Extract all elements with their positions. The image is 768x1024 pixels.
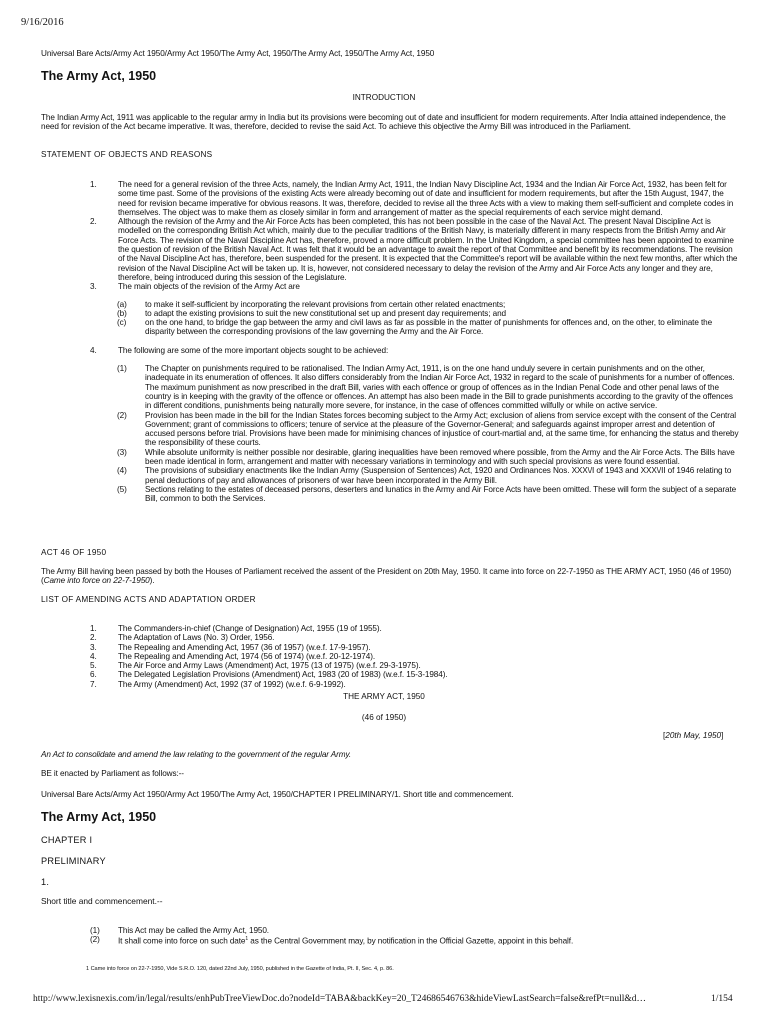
item-text: The Air Force and Army Laws (Amendment) Act, 1975 (13 of 1975) (w.e.f. 29-3-1975). — [118, 661, 421, 671]
subitem-text: to adapt the existing provisions to suit the new constitutional set up and present day requirements; and — [145, 308, 506, 318]
item-number: 5. — [90, 661, 97, 671]
item-number: 1. — [90, 180, 97, 189]
act-date-open: [ — [663, 731, 666, 740]
subitem-text: The Chapter on punishments required to be rationalised. The Indian Army Act, 1911, is on the one hand unduly severe in certain punishments and on the other, inadequate in its enumeration of offences. It also differs considerably from the Indian Air Force Act, 1932 in regard to the scale of punishments for a number of offences. The maximum punishment as now prescribed in the draft Bill, varies with each offence or group of offences as in the Indian Penal Code and other penal laws of the country is in keeping with the gravity of the offence or offences. An attempt has also been made in the Bill to grade punishments according to the gravity of the offences in different conditions, punishments being naturally more severe, for instance, in the case of offences committed wilfully or while on active service. — [145, 364, 735, 411]
chapter-name: PRELIMINARY — [41, 856, 106, 866]
item-number: 4. — [90, 651, 97, 661]
item-number: 3. — [90, 642, 97, 652]
statement-list — [41, 180, 741, 504]
item-number: 3. — [90, 282, 97, 292]
subitem-text: Sections relating to the estates of deceased persons, deserters and lunatics in the Army and Air Force Acts have been omitted. These will form the subject of a separate Bill, common to both the Services. — [145, 484, 737, 504]
page-title-top: The Army Act, 1950 — [41, 69, 157, 83]
section-title: Short title and commencement.-- — [41, 896, 163, 906]
amending-item — [41, 624, 741, 633]
clause-text: This Act may be called the Army Act, 1950. — [118, 926, 269, 935]
clause-number: (1) — [90, 926, 100, 935]
statement-item — [41, 346, 741, 355]
item-number: 2. — [90, 217, 97, 227]
act46-text — [41, 567, 741, 586]
objects-subitem — [41, 466, 741, 485]
act46-text-italic: Came into force on 22-7-1950 — [43, 576, 150, 586]
section-number: 1. — [41, 877, 50, 887]
item-number: 2. — [90, 633, 97, 643]
introduction-text: The Indian Army Act, 1911 was applicable to the regular army in India but its provisions were becoming out of date and insufficient for modern requirements. After India attained independence, the need for revision of the Act became imperative. It was, therefore, decided to revise the said Act. To achieve this objective the Army Bill was introduced in the Parliament. — [41, 113, 726, 132]
objects-subitem — [41, 485, 741, 504]
subitem-number: (2) — [117, 410, 127, 420]
statement-item — [41, 282, 741, 291]
statement-item — [41, 180, 741, 217]
section-clause — [41, 926, 741, 935]
objects-subitem — [41, 300, 741, 309]
clause-text-after: as the Central Government may, by notification in the Official Gazette, appoint in this behalf. — [248, 937, 574, 947]
item-text: The Repealing and Amending Act, 1974 (56 of 1974) (w.e.f. 20-12-1974). — [118, 651, 375, 661]
item-text: The following are some of the more important objects sought to be achieved: — [118, 345, 389, 355]
act-date — [663, 731, 723, 740]
subitem-number: (1) — [117, 364, 127, 374]
source-url[interactable]: http://www.lexisnexis.com/in/legal/results/enhPubTreeViewDoc.do?nodeId=TABA&backKey=20_T24686546763&hideViewLastSearch=false&refPt=null&d… — [33, 994, 646, 1004]
enacting-formula: BE it enacted by Parliament as follows:-- — [41, 769, 184, 778]
amending-item — [41, 643, 741, 652]
introduction-heading: INTRODUCTION — [352, 93, 416, 102]
breadcrumb-chapter: Universal Bare Acts/Army Act 1950/Army Act 1950/The Army Act, 1950/CHAPTER I PRELIMINARY/1. Short title and commencement. — [41, 790, 514, 799]
item-text: The Army (Amendment) Act, 1992 (37 of 1992) (w.e.f. 6-9-1992). — [118, 679, 346, 689]
amending-list — [41, 624, 741, 689]
objects-subitem — [41, 448, 741, 467]
clause-text-before: It shall come into force on such date — [118, 937, 246, 947]
item-number: 1. — [90, 624, 97, 633]
amending-item — [41, 652, 741, 661]
objects-subitem — [41, 364, 741, 410]
breadcrumb-top: Universal Bare Acts/Army Act 1950/Army Act 1950/The Army Act, 1950/The Army Act, 1950/The Army Act, 1950 — [41, 49, 435, 58]
item-number: 4. — [90, 345, 97, 355]
act-date-close: ] — [721, 731, 724, 740]
subitem-number: (b) — [117, 308, 127, 318]
amending-item — [41, 633, 741, 642]
item-text: The Commanders-in-chief (Change of Designation) Act, 1955 (19 of 1955). — [118, 624, 382, 633]
subitem-number: (4) — [117, 466, 127, 476]
subitem-number: (a) — [117, 299, 127, 309]
clause-number: (2) — [90, 935, 100, 945]
item-text: The main objects of the revision of the Army Act are — [118, 282, 300, 292]
subitem-number: (c) — [117, 318, 127, 328]
amending-heading: LIST OF AMENDING ACTS AND ADAPTATION ORDER — [41, 595, 256, 604]
item-text: The Repealing and Amending Act, 1957 (36 of 1957) (w.e.f. 17-9-1957). — [118, 642, 371, 652]
amending-item — [41, 661, 741, 670]
item-text: Although the revision of the Army and the Air Force Acts has been completed, this has not been possible in the case of the Naval Act. The present Naval Discipline Act is modelled on the corresponding British Act which, mainly due to the peculiar traditions of the British Navy, is materially different in many respects from the British Army and Air Force Acts. The revision of the Naval Discipline Act has, therefore, proved a more difficult problem. In the United Kingdom, a special committee has been appointed to examine the question of revision of the British Naval Act. It was felt that it would be an advantage to await the report of that Committee and benefit by its recommendations. The revision of the Naval Discipline Act has, therefore, been suspended for the present. It is expected that the Committee's report will be available within the next few months, after which the revision of the Naval Discipline Act will be taken up. It is, however, not considered necessary to delay the revision of the Army and Air Force Acts any longer and they are, therefore, being introduced during this session of the Legislature. — [118, 217, 738, 282]
print-date: 9/16/2016 — [21, 17, 64, 28]
act-date-value: 20th May, 1950 — [665, 731, 722, 740]
subitem-text: to make it self-sufficient by incorporating the relevant provisions from certain other related enactments; — [145, 299, 506, 309]
amending-item — [41, 680, 741, 689]
act46-text-end: ). — [149, 576, 155, 586]
item-text: The Delegated Legislation Provisions (Amendment) Act, 1983 (20 of 1983) (w.e.f. 15-3-1984). — [118, 670, 448, 680]
subitem-text: While absolute uniformity is neither possible nor desirable, glaring inequalities have been removed where possible, from the Army and the Air Force Acts. The Bills have been made identical in form, arrangement and matter with necessary variations in terminology and with such special provisions as were found essential. — [145, 447, 735, 467]
footnote: 1 Came into force on 22-7-1950, Vide S.R.O. 120, dated 22nd July, 1950, published in the Gazette of India, Pt. II, Sec. 4, p. 86. — [86, 966, 394, 972]
subitem-number: (3) — [117, 447, 127, 457]
page-counter: 1/154 — [711, 994, 733, 1004]
footnote-marker[interactable]: 1 — [245, 936, 249, 943]
subitem-text: Provision has been made in the bill for the Indian States forces becoming subject to the Army Act; exclusion of aliens from service except with the consent of the Central Government; grant of commissions to officers; tenure of service at the pleasure of the Governor-General; and safeguards against improper arrest and detention of accused persons before trial. Provisions have been made for minimising chances of injustice of court-martial and, at the same time, for enhancing the status and thereby the responsibility of these courts. — [145, 410, 739, 448]
section-clause — [41, 935, 741, 946]
objects-subitem — [41, 309, 741, 318]
statement-heading: STATEMENT OF OBJECTS AND REASONS — [41, 150, 213, 159]
item-text: The need for a general revision of the three Acts, namely, the Indian Army Act, 1911, the Indian Navy Discipline Act, 1934 and the Indian Air Force Act, 1932, has been felt for some time past. Some of the provisions of the existing Acts were already becoming out of date and insufficient for modern requirements, but after the 15th August, 1947, the need for revision became imperative for obvious reasons. It was, therefore, decided to revise all the three Acts with a view to making them self-sufficient and complete codes in themselves. The object was to make them as closely similar in form and arrangement of matter as the special requirements of each service might demand. — [118, 180, 734, 217]
subitem-text: The provisions of subsidiary enactments like the Indian Army (Suspension of Sentences) Act, 1920 and Ordinances Nos. XXX\/I of 1943 and XXX\/II of 1946 relating to penal deductions of pay and allowances of prisoners of war have been incorporated in the Army Bill. — [145, 466, 732, 485]
subitem-number: (5) — [117, 484, 127, 494]
act-number: (46 of 1950) — [361, 713, 407, 722]
chapter-label: CHAPTER I — [41, 835, 93, 845]
act-name: THE ARMY ACT, 1950 — [343, 692, 425, 701]
subitem-text: on the one hand, to bridge the gap between the army and civil laws as far as possible in the matter of punishments for offences and, on the other, to eliminate the disparity between the corresponding provisions of the law governing the Army and the Air Force. — [145, 318, 713, 337]
objects-subitem — [41, 411, 741, 448]
item-number: 6. — [90, 670, 97, 680]
section-clauses — [41, 926, 741, 946]
page-title-chapter: The Army Act, 1950 — [41, 810, 157, 824]
item-text: The Adaptation of Laws (No. 3) Order, 1956. — [118, 633, 275, 643]
amending-item — [41, 670, 741, 679]
item-number: 7. — [90, 679, 97, 689]
long-title: An Act to consolidate and amend the law relating to the government of the regular Army. — [41, 750, 352, 759]
objects-subitem — [41, 318, 741, 337]
act46-text-main: The Army Bill having been passed by both the Houses of Parliament received the assent of the President on 20th May, 1950. It came into force on 22-7-1950 as THE ARMY ACT, 1950 (46 of 1950) ( — [41, 567, 732, 586]
statement-item — [41, 217, 741, 282]
act46-heading: ACT 46 OF 1950 — [41, 548, 107, 557]
